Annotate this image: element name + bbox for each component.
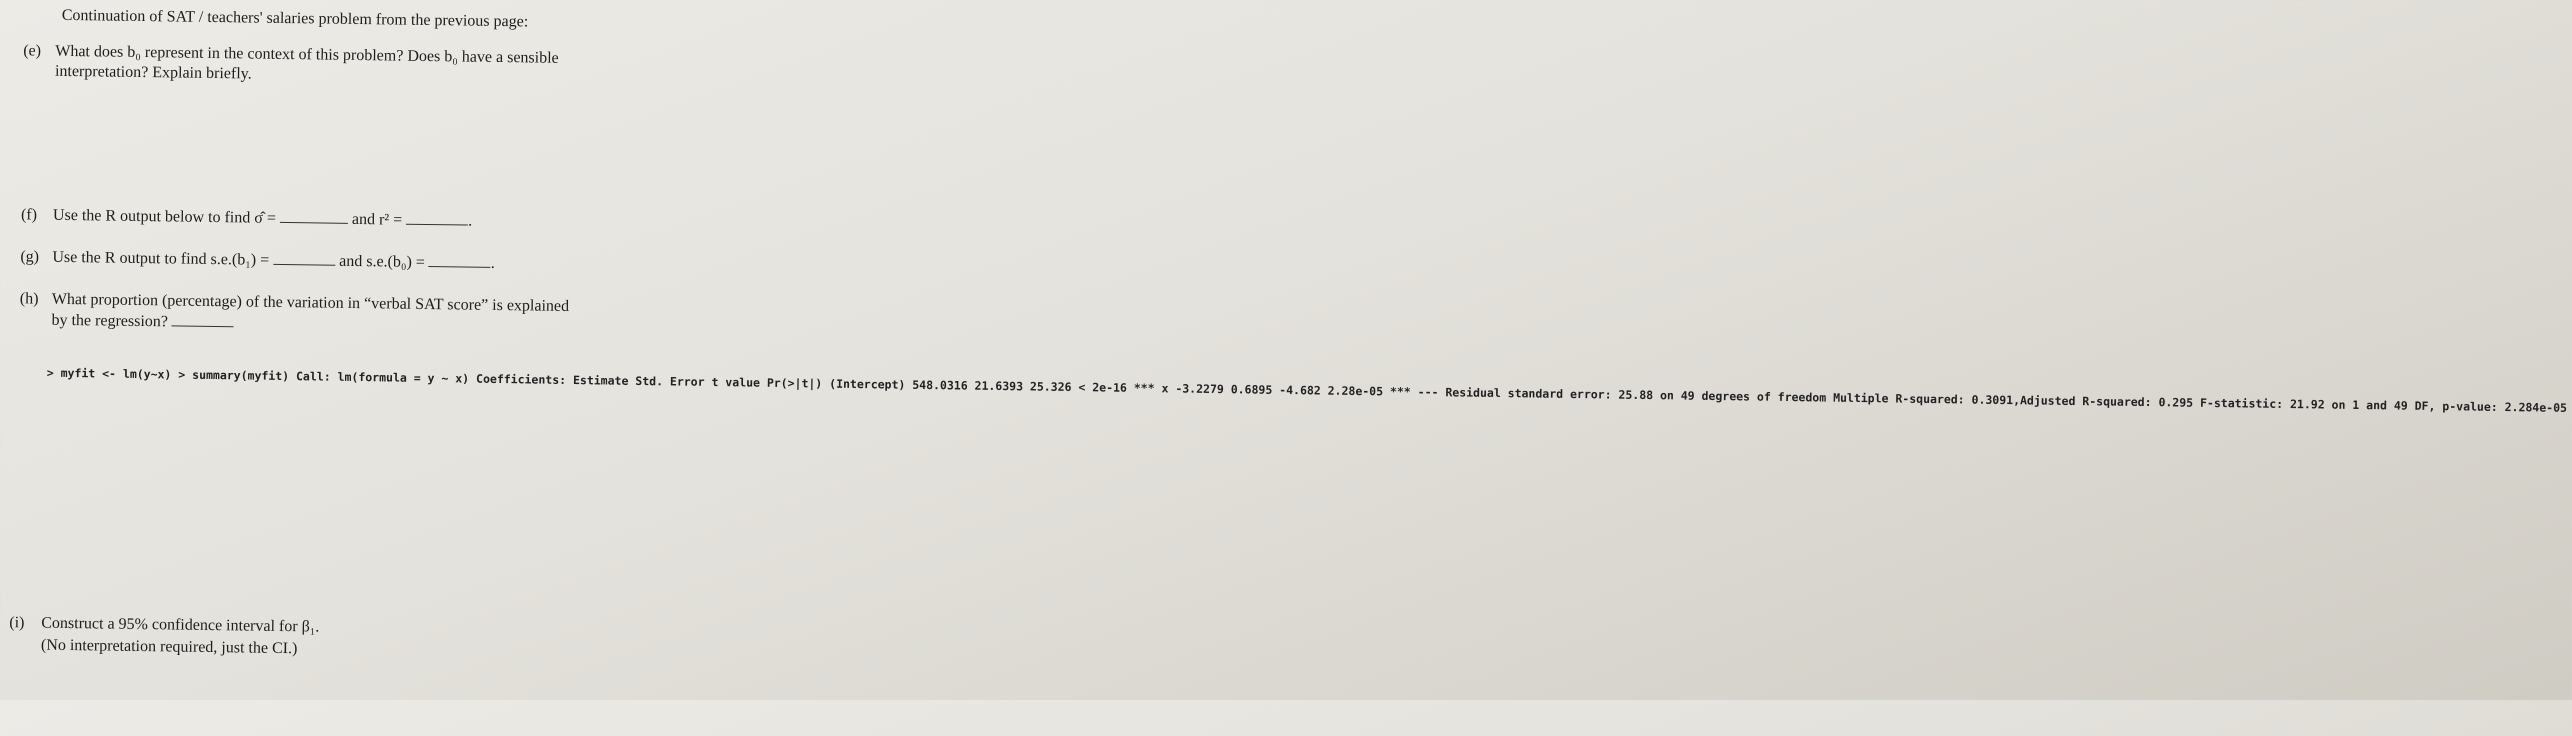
question-e-line2: interpretation? Explain briefly. [54,62,252,83]
question-e-line1: What does b₀ represent in the context of this problem? Does b₀ have a sensible [55,42,559,67]
question-f-end: . [468,212,473,230]
sigma-hat-answer-blank[interactable] [280,221,348,224]
question-i [9,614,319,636]
question-h-line1: What proportion (percentage) of the variation in “verbal SAT score” is explained [51,290,570,315]
se-b0-answer-blank[interactable] [429,265,491,268]
question-f [21,206,472,230]
question-g-end: . [490,254,495,272]
r-cmd-summary: > summary(myfit) [178,367,290,384]
question-e-label: (e) [23,42,42,60]
question-f-label: (f) [20,206,38,224]
question-i-label: (i) [9,614,25,632]
question-g-text1: Use the R output to find s.e.(b₁) = [52,248,270,269]
proportion-answer-blank[interactable] [172,324,234,327]
r-coef-intercept-row: (Intercept) 548.0316 21.6393 25.326 < 2e-16 *** [829,376,1155,396]
r-squared-answer-blank[interactable] [406,223,468,226]
r-call-heading: Call: [295,369,331,384]
question-f-text1: Use the R output below to find σ̂ = [52,206,277,227]
r-output-block [47,365,2567,417]
r-cmd-lm: > myfit <- lm(y~x) [46,365,172,382]
question-i-line2: (No interpretation required, just the CI.) [40,636,298,658]
question-f-text2: and r² = [351,210,403,229]
question-g-text2: and s.e.(b₀) = [339,252,425,271]
question-h-line2: by the regression? [51,311,169,331]
question-g [20,248,495,273]
r-residual-se: Residual standard error: 25.88 on 49 degrees of freedom [1445,385,1827,405]
se-b1-answer-blank[interactable] [273,263,335,266]
r-f-statistic: F-statistic: 21.92 on 1 and 49 DF, p-value: 2.284e-05 [2199,395,2568,415]
r-coef-header-row: Estimate Std. Error t value Pr(>|t|) [572,373,823,391]
r-coef-x-row: x -3.2279 0.6895 -4.682 2.28e-05 *** [1161,381,1411,399]
question-i-line1: Construct a 95% confidence interval for β₁. [41,614,320,636]
question-h-line2-row [51,312,234,333]
r-formula: lm(formula = y ~ x) [337,369,470,386]
question-g-label: (g) [20,248,40,266]
question-h-label: (h) [19,290,39,308]
r-r-squared: Multiple R-squared: 0.3091,Adjusted R-squared: 0.295 [1833,390,2194,410]
r-separator: --- [1417,384,1439,400]
r-coefficients-heading: Coefficients: [476,371,567,387]
page-header: Continuation of SAT / teachers' salaries problem from the previous page: [61,6,529,31]
